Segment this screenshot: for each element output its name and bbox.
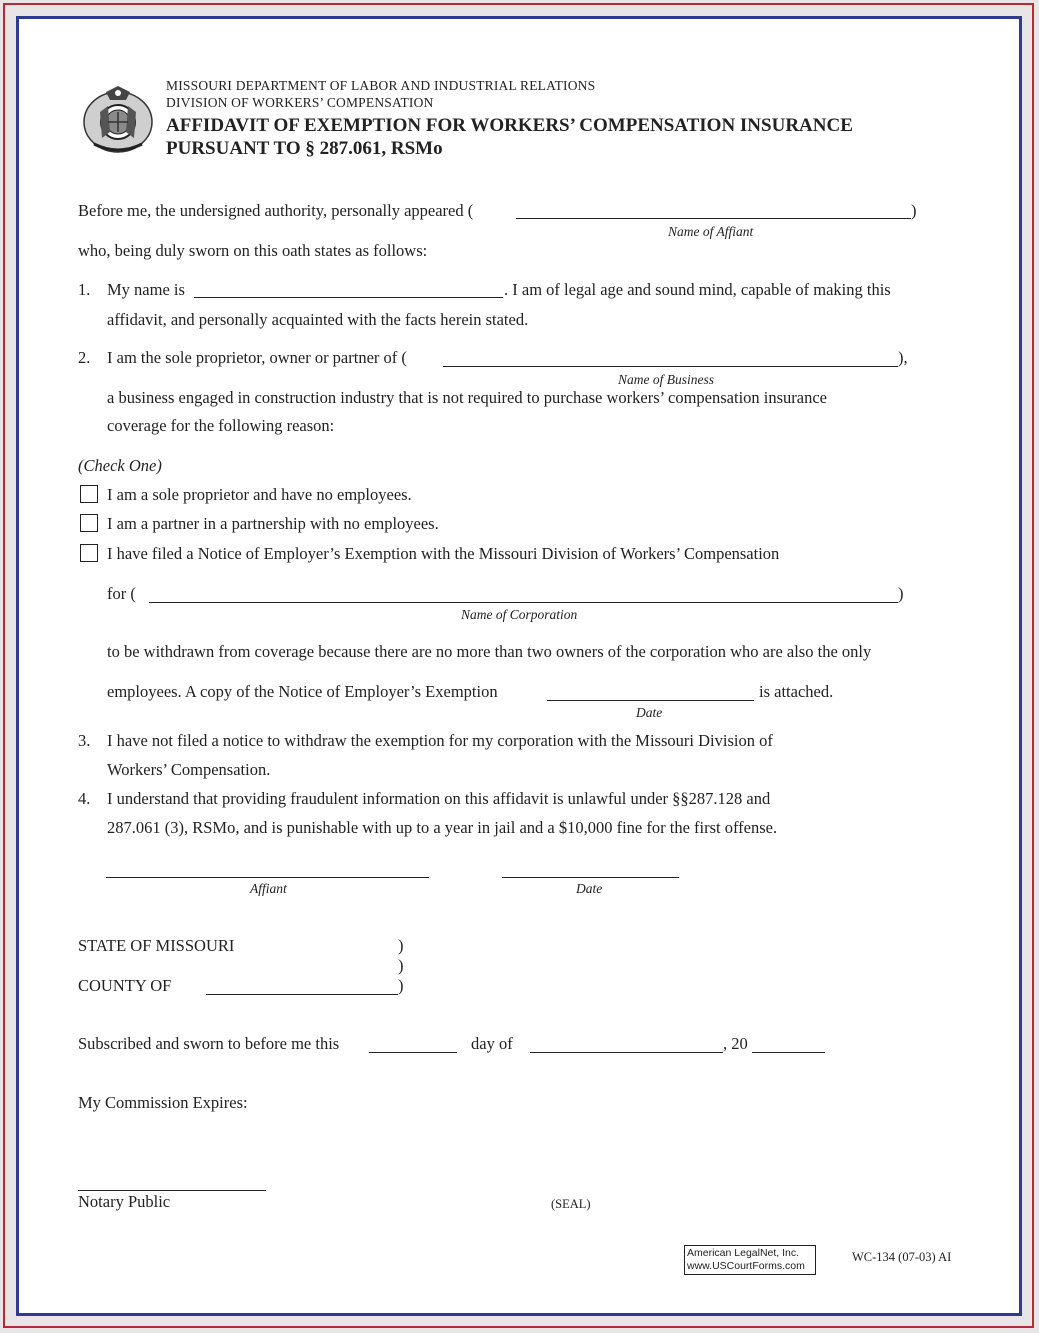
intro-before-me: Before me, the undersigned authority, personally appeared ( bbox=[78, 201, 474, 220]
item-1-number: 1. bbox=[78, 280, 91, 299]
notary-signature-field[interactable] bbox=[78, 1190, 266, 1191]
employees-line: employees. A copy of the Notice of Employer’s Exemption bbox=[107, 682, 498, 701]
item-2-close: ), bbox=[898, 348, 908, 367]
county-field[interactable] bbox=[206, 994, 398, 995]
county-of: COUNTY OF bbox=[78, 976, 172, 995]
check-one-instruction: (Check One) bbox=[78, 456, 162, 475]
signature-date-field[interactable] bbox=[502, 877, 679, 878]
form-title: AFFIDAVIT OF EXEMPTION FOR WORKERS’ COMPENSATION INSURANCE bbox=[166, 115, 853, 136]
corporation-name-field[interactable] bbox=[149, 602, 898, 603]
option-notice-filed: I have filed a Notice of Employer’s Exemption with the Missouri Division of Workers’ Compensation bbox=[107, 544, 780, 563]
day-field[interactable] bbox=[369, 1052, 457, 1053]
item-1-legal-age: . I am of legal age and sound mind, capable of making this bbox=[504, 280, 891, 299]
item-1-line-2: affidavit, and personally acquainted with the facts herein stated. bbox=[107, 310, 529, 329]
item-2-number: 2. bbox=[78, 348, 91, 367]
name-of-business-caption: Name of Business bbox=[618, 372, 714, 387]
signature-date-caption: Date bbox=[576, 881, 603, 896]
venue-paren-2: ) bbox=[398, 956, 404, 975]
name-of-corporation-caption: Name of Corporation bbox=[461, 607, 578, 622]
item-2-line-3: coverage for the following reason: bbox=[107, 416, 335, 435]
is-attached: is attached. bbox=[759, 682, 834, 701]
option-partner: I am a partner in a partnership with no employees. bbox=[107, 514, 439, 533]
day-of: day of bbox=[471, 1034, 513, 1053]
form-number: WC-134 (07-03) AI bbox=[852, 1250, 952, 1264]
affiant-name-field[interactable] bbox=[516, 218, 911, 219]
publisher-url: www.USCourtForms.com bbox=[687, 1260, 805, 1272]
year-field[interactable] bbox=[752, 1052, 825, 1053]
subscribed-sworn: Subscribed and sworn to before me this bbox=[78, 1034, 340, 1053]
department-name: MISSOURI DEPARTMENT OF LABOR AND INDUSTRIAL RELATIONS bbox=[166, 78, 596, 93]
division-name: DIVISION OF WORKERS’ COMPENSATION bbox=[166, 95, 434, 110]
venue-paren-3: ) bbox=[398, 976, 404, 995]
item-3-line-1: I have not filed a notice to withdraw the exemption for my corporation with the Missouri Division of bbox=[107, 731, 773, 750]
item-3-number: 3. bbox=[78, 731, 91, 750]
item-1-name-is: My name is bbox=[107, 280, 185, 299]
notary-public-label: Notary Public bbox=[78, 1192, 171, 1211]
publisher-box bbox=[684, 1245, 816, 1275]
notice-filed-checkbox[interactable] bbox=[80, 544, 98, 562]
business-name-field[interactable] bbox=[443, 366, 898, 367]
state-of-missouri: STATE OF MISSOURI bbox=[78, 936, 235, 955]
publisher-name: American LegalNet, Inc. bbox=[687, 1247, 800, 1259]
year-prefix: , 20 bbox=[723, 1034, 748, 1053]
item-4-line-2: 287.061 (3), RSMo, and is punishable with up to a year in jail and a $10,000 fine for the first offense. bbox=[107, 818, 778, 837]
close-paren: ) bbox=[911, 201, 917, 220]
item-4-number: 4. bbox=[78, 789, 91, 808]
option-sole-proprietor: I am a sole proprietor and have no employees. bbox=[107, 485, 412, 504]
my-name-field[interactable] bbox=[194, 297, 503, 298]
sole-proprietor-checkbox[interactable] bbox=[80, 485, 98, 503]
seal-label: (SEAL) bbox=[551, 1197, 591, 1211]
item-4-line-1: I understand that providing fraudulent information on this affidavit is unlawful under §§287.128 and bbox=[107, 789, 771, 808]
missouri-state-seal-icon bbox=[80, 82, 156, 158]
venue-paren-1: ) bbox=[398, 936, 404, 955]
month-field[interactable] bbox=[530, 1052, 723, 1053]
withdrawn-line: to be withdrawn from coverage because there are no more than two owners of the corporation who are also the only bbox=[107, 642, 872, 661]
partner-checkbox[interactable] bbox=[80, 514, 98, 532]
for-close: ) bbox=[898, 584, 904, 603]
name-of-affiant-caption: Name of Affiant bbox=[668, 224, 754, 239]
item-2-proprietor: I am the sole proprietor, owner or partner of ( bbox=[107, 348, 407, 367]
form-subtitle: PURSUANT TO § 287.061, RSMo bbox=[166, 138, 443, 159]
exemption-date-field[interactable] bbox=[547, 700, 754, 701]
exemption-date-caption: Date bbox=[636, 705, 663, 720]
item-3-line-2: Workers’ Compensation. bbox=[107, 760, 271, 779]
for-label: for ( bbox=[107, 584, 136, 603]
item-2-line-2: a business engaged in construction industry that is not required to purchase workers’ compensation insurance bbox=[107, 388, 828, 407]
affiant-caption: Affiant bbox=[250, 881, 287, 896]
commission-expires: My Commission Expires: bbox=[78, 1093, 248, 1112]
affiant-signature-field[interactable] bbox=[106, 877, 429, 878]
sworn-statement: who, being duly sworn on this oath states as follows: bbox=[78, 241, 428, 260]
